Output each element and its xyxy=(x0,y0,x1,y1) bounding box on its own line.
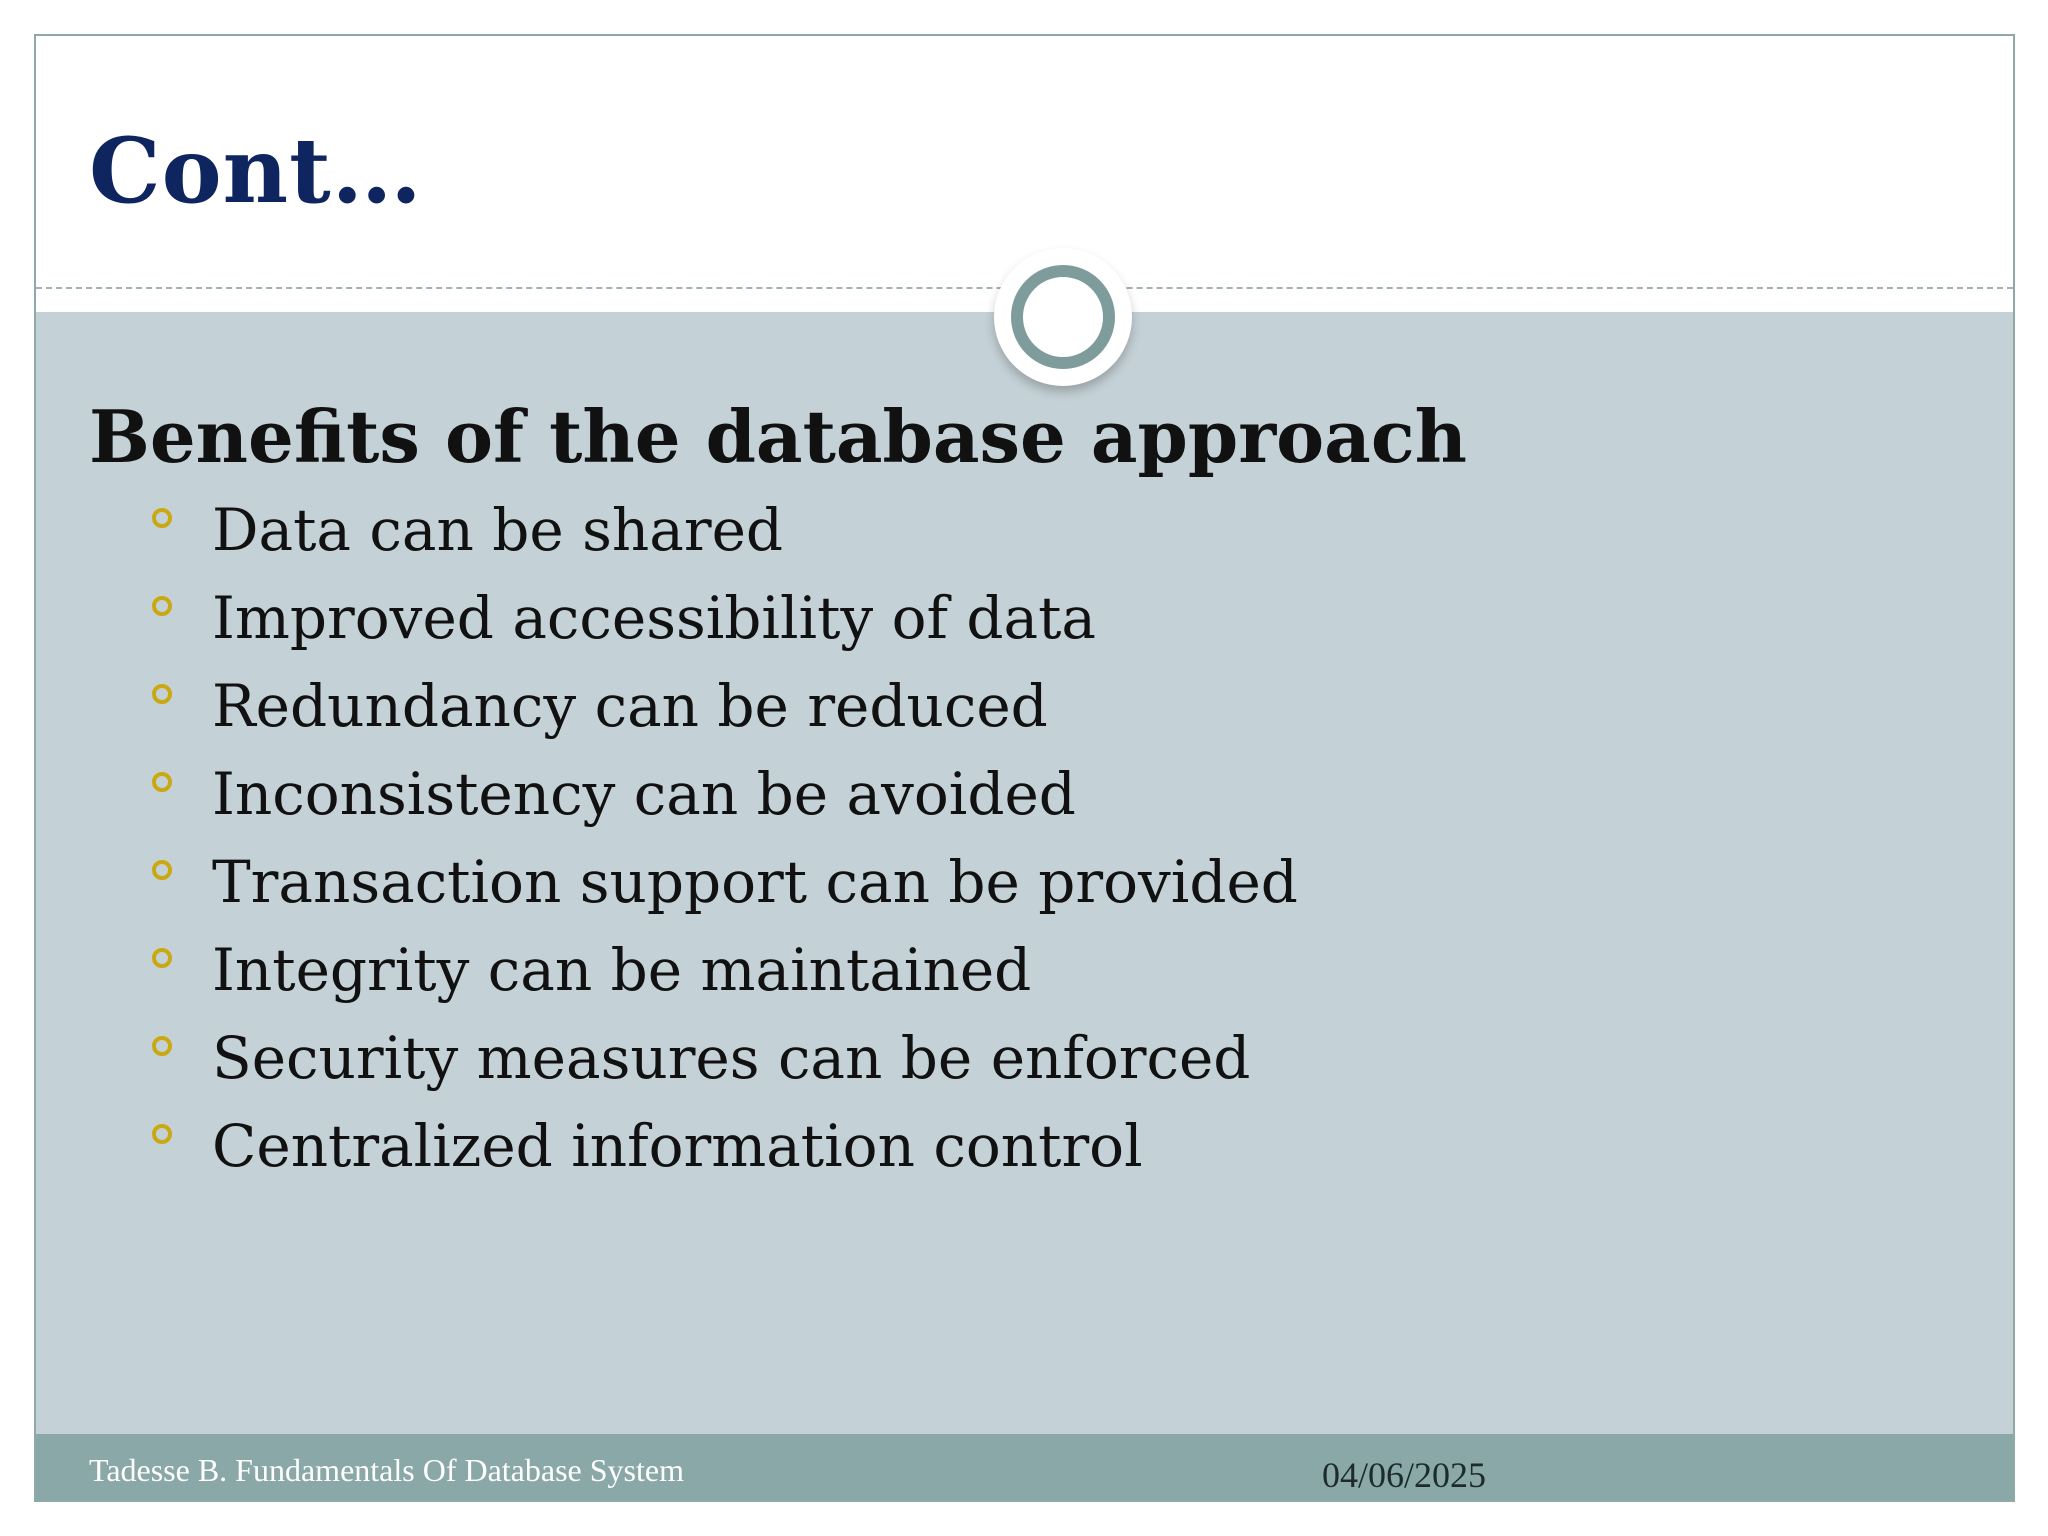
bullet-text: Security measures can be enforced xyxy=(212,1024,1251,1092)
bullet-text: Improved accessibility of data xyxy=(212,584,1096,652)
section-heading: Benefits of the database approach xyxy=(89,394,1468,479)
slide-title: Cont… xyxy=(89,118,423,224)
benefits-list xyxy=(152,492,1298,1196)
bullet-text: Redundancy can be reduced xyxy=(212,672,1048,740)
list-item xyxy=(152,668,1298,756)
list-item xyxy=(152,1108,1298,1196)
ring-ornament-icon xyxy=(994,248,1132,386)
slide xyxy=(34,34,2015,1502)
bullet-text: Integrity can be maintained xyxy=(212,936,1032,1004)
bullet-icon xyxy=(152,1036,172,1056)
slide-footer xyxy=(36,1434,2013,1502)
footer-author-course: Tadesse B. Fundamentals Of Database System xyxy=(89,1452,684,1488)
bullet-icon xyxy=(152,508,172,528)
list-item xyxy=(152,756,1298,844)
list-item xyxy=(152,580,1298,668)
list-item xyxy=(152,844,1298,932)
list-item xyxy=(152,1020,1298,1108)
bullet-icon xyxy=(152,596,172,616)
list-item xyxy=(152,492,1298,580)
footer-date: 04/06/2025 xyxy=(1322,1455,1487,1495)
bullet-text: Centralized information control xyxy=(212,1112,1143,1180)
list-item xyxy=(152,932,1298,1020)
bullet-text: Transaction support can be provided xyxy=(212,848,1298,916)
bullet-icon xyxy=(152,772,172,792)
bullet-text: Inconsistency can be avoided xyxy=(212,760,1076,828)
bullet-text: Data can be shared xyxy=(212,496,784,564)
bullet-icon xyxy=(152,684,172,704)
bullet-icon xyxy=(152,948,172,968)
bullet-icon xyxy=(152,1124,172,1144)
bullet-icon xyxy=(152,860,172,880)
